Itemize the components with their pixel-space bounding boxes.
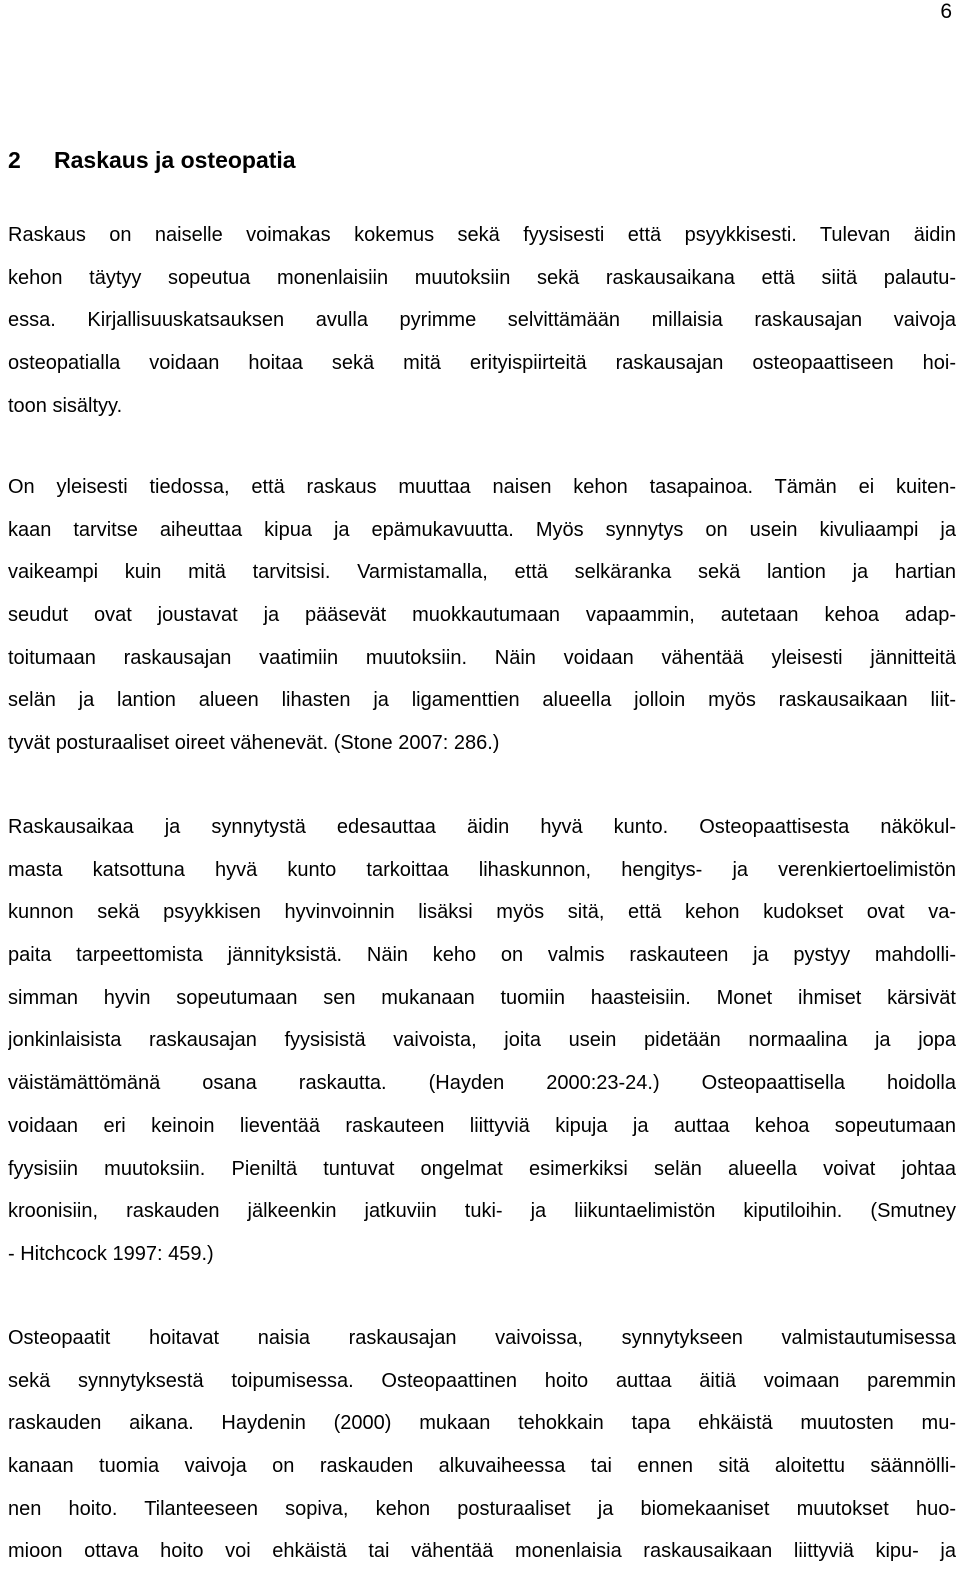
text-line: kehon täytyy sopeutua monenlaisiin muutoksiin sekä raskausaikana että siitä palautu- bbox=[8, 266, 956, 289]
text-line: kanaan tuomia vaivoja on raskauden alkuvaiheessa tai ennen sitä aloitettu säännölli- bbox=[8, 1455, 956, 1478]
page-number: 6 bbox=[940, 0, 952, 23]
text-line: voidaan eri keinoin lieventää raskauteen liittyviä kipuja ja auttaa kehoa sopeutumaan bbox=[8, 1114, 956, 1137]
text-line: simman hyvin sopeutumaan sen mukanaan tuomiin haasteisiin. Monet ihmiset kärsivät bbox=[8, 986, 956, 1009]
paragraph-1 bbox=[8, 214, 956, 427]
text-line: sekä synnytyksestä toipumisessa. Osteopaattinen hoito auttaa äitiä voimaan paremmin bbox=[8, 1369, 956, 1392]
text-line: toon sisältyy. bbox=[8, 394, 123, 417]
text-line: Raskausaikaa ja synnytystä edesauttaa äidin hyvä kunto. Osteopaattisesta näkökul- bbox=[8, 816, 956, 838]
text-line: seudut ovat joustavat ja pääsevät muokkautumaan vapaammin, autetaan kehoa adap- bbox=[8, 604, 956, 627]
text-line: - Hitchcock 1997: 459.) bbox=[8, 1242, 214, 1265]
text-line: väistämättömänä osana raskautta. (Hayden 2000:23-24.) Osteopaattisella hoidolla bbox=[8, 1072, 956, 1095]
text-line: mioon ottava hoito voi ehkäistä tai vähentää monenlaisia raskausaikaan liittyviä kipu- ja bbox=[8, 1540, 956, 1563]
paragraph-3 bbox=[8, 806, 956, 1276]
section-number: 2 bbox=[8, 147, 21, 173]
text-line: jonkinlaisista raskausajan fyysisistä vaivoista, joita usein pidetään normaalina ja jopa bbox=[8, 1029, 956, 1052]
text-line: masta katsottuna hyvä kunto tarkoittaa lihaskunnon, hengitys- ja verenkiertoelimistön bbox=[8, 858, 956, 881]
text-line: fyysisiin muutoksiin. Pieniltä tuntuvat ongelmat esimerkiksi selän alueella voivat johtaa bbox=[8, 1157, 956, 1180]
text-line: kunnon sekä psyykkisen hyvinvoinnin lisäksi myös sitä, että kehon kudokset ovat va- bbox=[8, 901, 956, 924]
text-line: paita tarpeettomista jännityksistä. Näin keho on valmis raskauteen ja pystyy mahdolli- bbox=[8, 944, 956, 967]
text-line: nen hoito. Tilanteeseen sopiva, kehon posturaaliset ja biomekaaniset muutokset huo- bbox=[8, 1497, 956, 1520]
text-line: On yleisesti tiedossa, että raskaus muuttaa naisen kehon tasapainoa. Tämän ei kuiten- bbox=[8, 476, 956, 498]
text-line: kroonisiin, raskauden jälkeenkin jatkuviin tuki- ja liikuntaelimistön kiputiloihin. (Smutney bbox=[8, 1200, 956, 1223]
text-line: osteopatialla voidaan hoitaa sekä mitä erityispiirteitä raskausajan osteopaattiseen hoi- bbox=[8, 352, 956, 375]
text-line: vaikeampi kuin mitä tarvitsisi. Varmistamalla, että selkäranka sekä lantion ja hartian bbox=[8, 561, 956, 584]
text-line: selän ja lantion alueen lihasten ja ligamenttien alueella jolloin myös raskausaikaan liit- bbox=[8, 689, 956, 712]
text-line: essa. Kirjallisuuskatsauksen avulla pyrimme selvittämään millaisia raskausajan vaivoja bbox=[8, 309, 956, 332]
text-line: kaan tarvitse aiheuttaa kipua ja epämukavuutta. Myös synnytys on usein kivuliaampi ja bbox=[8, 518, 956, 541]
text-line: Osteopaatit hoitavat naisia raskausajan vaivoissa, synnytykseen valmistautumisessa bbox=[8, 1327, 956, 1349]
paragraph-2 bbox=[8, 466, 956, 765]
text-line: raskauden aikana. Haydenin (2000) mukaan tehokkain tapa ehkäistä muutosten mu- bbox=[8, 1412, 956, 1435]
section-heading bbox=[8, 143, 296, 177]
paragraph-4 bbox=[8, 1317, 956, 1573]
section-title: Raskaus ja osteopatia bbox=[54, 147, 296, 173]
text-line: Raskaus on naiselle voimakas kokemus sekä fyysisesti että psyykkisesti. Tulevan äidin bbox=[8, 224, 956, 246]
text-line: toitumaan raskausajan vaatimiin muutoksiin. Näin voidaan vähentää yleisesti jännitteitä bbox=[8, 646, 956, 669]
text-line: tyvät posturaaliset oireet vähenevät. (Stone 2007: 286.) bbox=[8, 732, 500, 755]
